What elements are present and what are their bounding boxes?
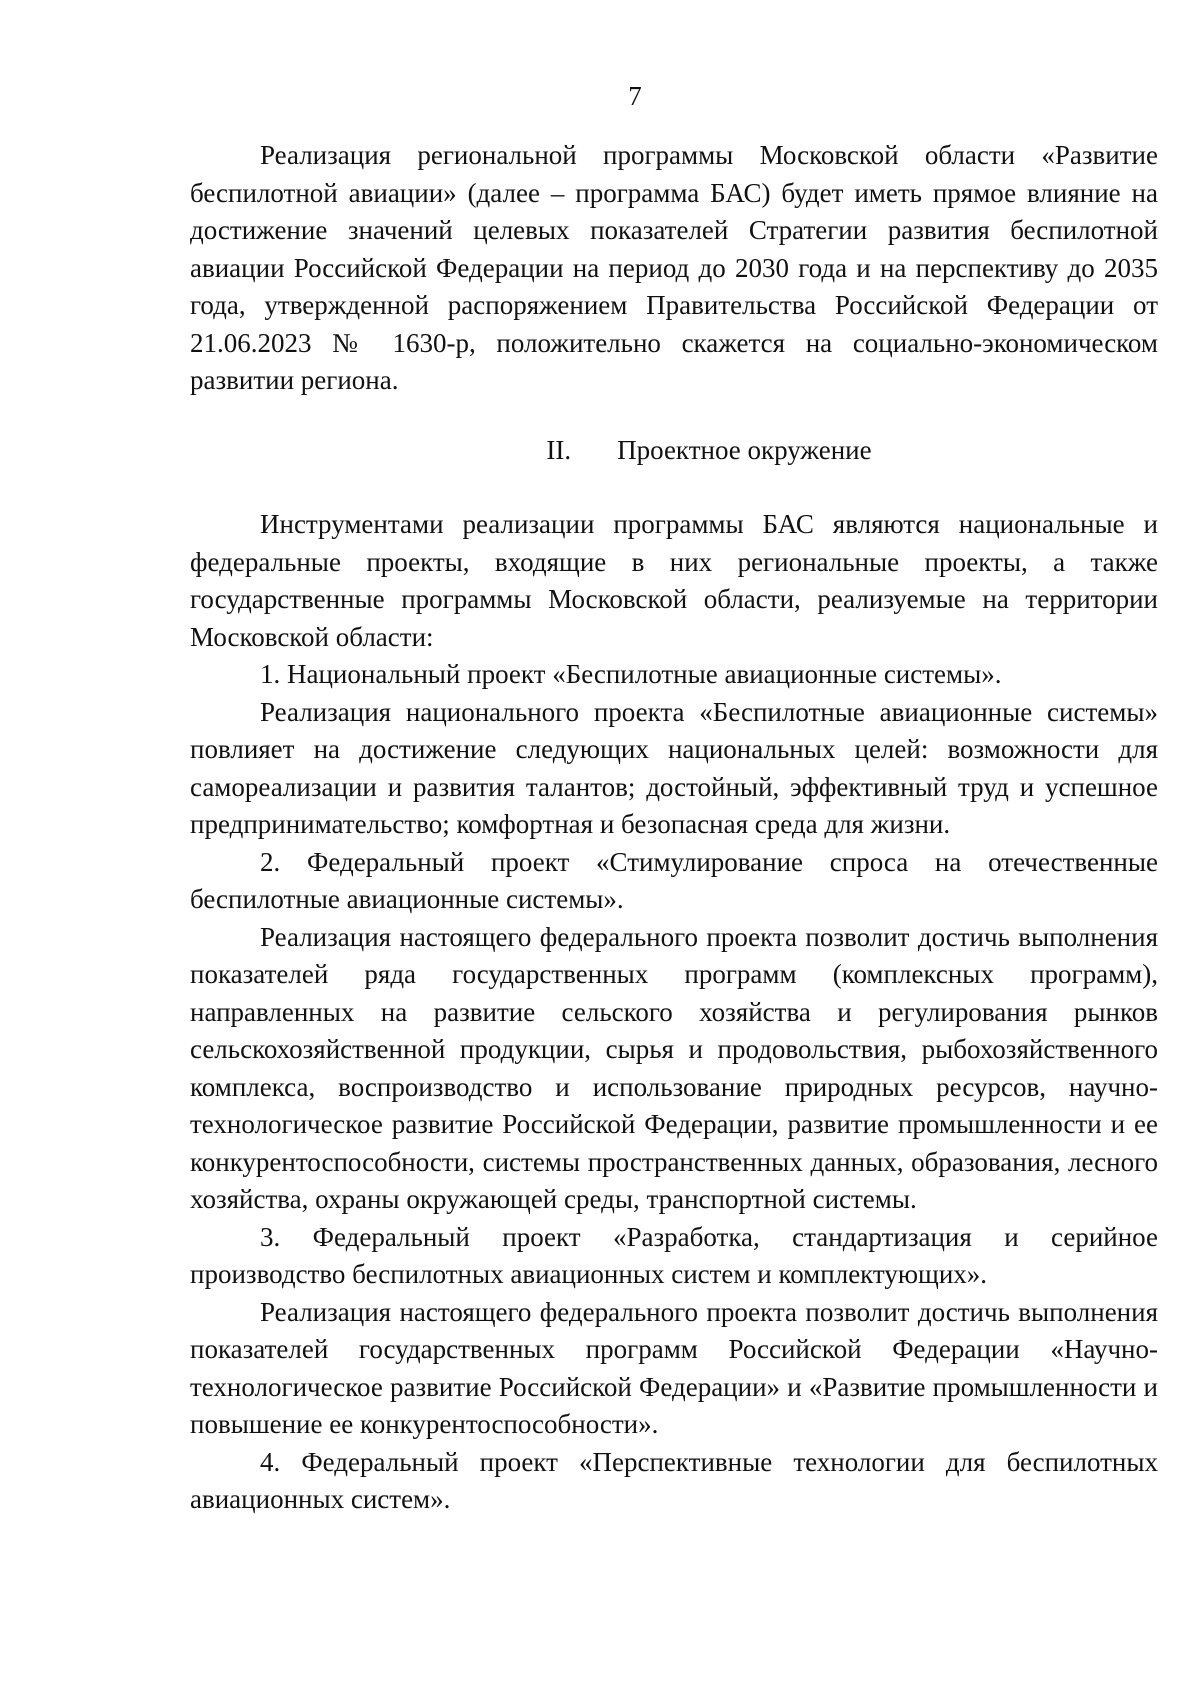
body-paragraph: Реализация национального проекта «Беспилотные авиационные системы» повлияет на достижение следующих национальных целей: возможности для самореализации и развития талантов; достойный, эффективный труд и успешное предпринимательство; комфортная и безопасная среда для жизни. xyxy=(190,696,1158,839)
body-paragraph: Реализация настоящего федерального проекта позволит достичь выполнения показателей государственных программ Российской Федерации «Научно-технологическое развитие Российской Федерации» и «Развитие промышленности и повышение ее конкурентоспособности». xyxy=(190,1296,1158,1439)
section-numeral: II. xyxy=(546,434,572,465)
page-number: 7 xyxy=(628,81,642,111)
list-item-federal-project-4: 4. Федеральный проект «Перспективные технологии для беспилотных авиационных систем». xyxy=(190,1446,1158,1514)
list-item-national-project: 1. Национальный проект «Беспилотные авиационные системы». xyxy=(260,659,1002,689)
intro-paragraph: Реализация региональной программы Московской области «Развитие беспилотной авиации» (далее – программа БАС) будет иметь прямое влияние на достижение значений целевых показателей Стратегии развития беспилотной авиации Российской Федерации на период до 2030 года и на перспективу до 2035 года, утвержденной распоряжением Правительства Российской Федерации от 21.06.2023 № 1630-р, положительно скажется на социально-экономическом развитии региона. xyxy=(190,140,1158,395)
list-item-federal-project-2: 2. Федеральный проект «Стимулирование спроса на отечественные беспилотные авиационные системы». xyxy=(190,846,1158,914)
list-item-federal-project-3: 3. Федеральный проект «Разработка, стандартизация и серийное производство беспилотных авиационных систем и комплектующих». xyxy=(190,1221,1158,1289)
body-paragraph: Реализация настоящего федерального проекта позволит достичь выполнения показателей ряда государственных программ (комплексных программ), направленных на развитие сельского хозяйства и регулирования рынков сельскохозяйственной продукции, сырья и продовольствия, рыбохозяйственного комплекса, воспроизводство и использование природных ресурсов, научно-технологическое развитие Российской Федерации, развитие промышленности и ее конкурентоспособности, системы пространственных данных, образования, лесного хозяйства, охраны окружающей среды, транспортной системы. xyxy=(190,921,1158,1214)
section-heading xyxy=(190,432,1158,470)
document-body xyxy=(190,137,1158,1519)
body-paragraph: Инструментами реализации программы БАС являются национальные и федеральные проекты, входящие в них региональные проекты, а также государственные программы Московской области, реализуемые на территории Московской области: xyxy=(190,509,1158,652)
section-title: Проектное окружение xyxy=(617,434,872,465)
